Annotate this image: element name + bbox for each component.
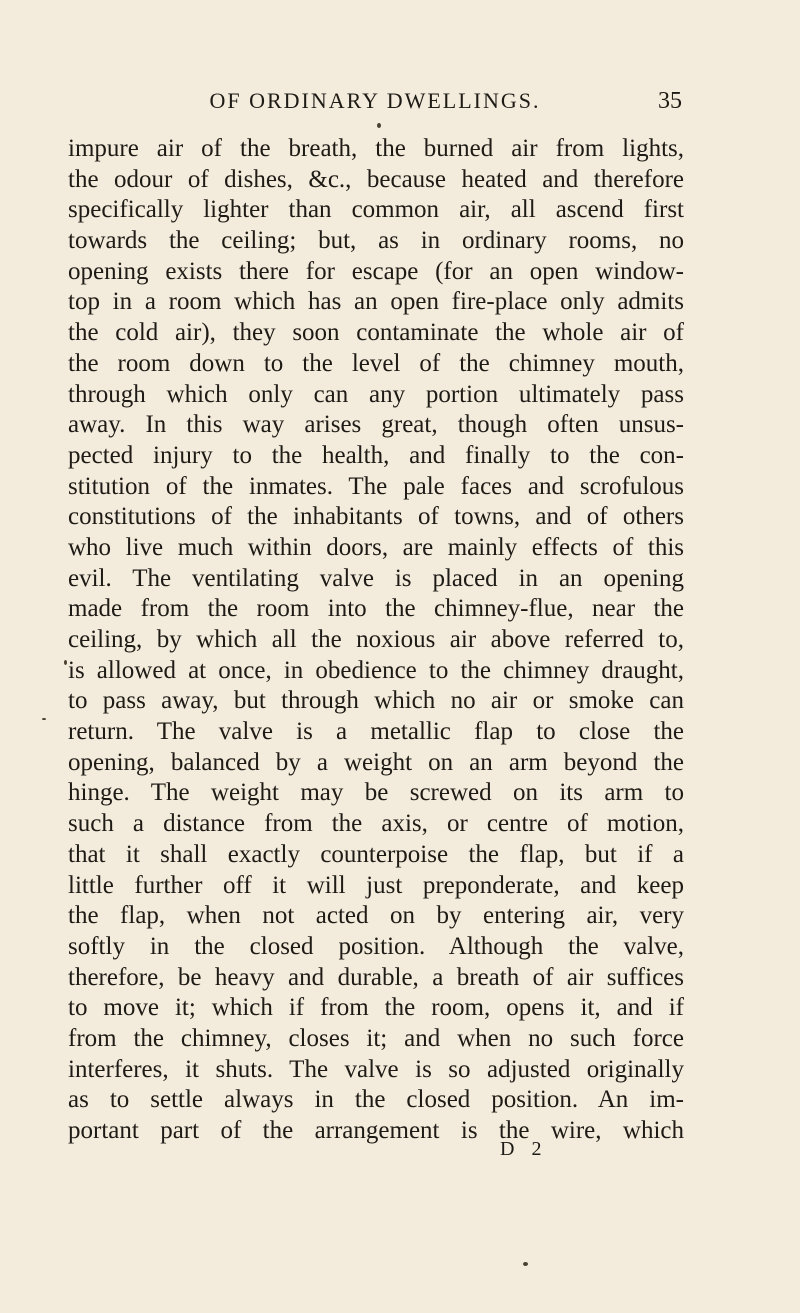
text-line: towards the ceiling; but, as in ordinary rooms, no (68, 227, 684, 255)
text-line: therefore, be heavy and durable, a breath of air suffices (68, 963, 684, 991)
text-line: to pass away, but through which no air or smoke can (68, 687, 684, 715)
text-line: the odour of dishes, &c., because heated and therefore (68, 165, 684, 193)
text-line: return. The valve is a metallic flap to close the (68, 718, 684, 746)
text-line: portant part of the arrangement is the wire, which (68, 1117, 684, 1144)
text-line: hinge. The weight may be screwed on its arm to (68, 779, 684, 807)
text-line: away. In this way arises great, though often unsus- (68, 411, 684, 439)
running-head (68, 88, 682, 120)
text-line: little further off it will just preponderate, and keep (68, 871, 684, 899)
page-number: 35 (658, 88, 682, 114)
paper-speck (377, 123, 381, 128)
text-line: such a distance from the axis, or centre of motion, (68, 810, 684, 838)
text-line: interferes, it shuts. The valve is so adjusted originally (68, 1055, 684, 1083)
text-line: stitution of the inmates. The pale faces and scrofulous (68, 472, 684, 500)
text-line: evil. The ventilating valve is placed in an opening (68, 564, 684, 592)
text-line: pected injury to the health, and finally to the con- (68, 441, 684, 469)
running-title: OF ORDINARY DWELLINGS. (209, 88, 541, 113)
paper-speck (523, 1262, 528, 1266)
text-line: opening exists there for escape (for an open window- (68, 257, 684, 285)
text-line: constitutions of the inhabitants of towns, and of others (68, 503, 684, 531)
text-line: impure air of the breath, the burned air from lights, (68, 135, 684, 162)
text-line: that it shall exactly counterpoise the flap, but if a (68, 840, 684, 868)
text-line: who live much within doors, are mainly effects of this (68, 533, 684, 561)
body-text (68, 134, 684, 1147)
text-line: to move it; which if from the room, opens it, and if (68, 994, 684, 1022)
signature-mark: D 2 (500, 1138, 548, 1160)
paper-speck (42, 718, 46, 720)
text-line: top in a room which has an open fire-place only admits (68, 288, 684, 316)
text-line: through which only can any portion ultimately pass (68, 380, 684, 408)
text-line: the cold air), they soon contaminate the whole air of (68, 319, 684, 347)
text-line: the room down to the level of the chimney mouth, (68, 349, 684, 377)
text-line: opening, balanced by a weight on an arm beyond the (68, 748, 684, 776)
text-line: ceiling, by which all the noxious air above referred to, (68, 626, 684, 653)
text-line: specifically lighter than common air, all ascend first (68, 196, 684, 224)
text-line: made from the room into the chimney-flue, near the (68, 595, 684, 623)
paper-speck (64, 660, 67, 665)
text-line: the flap, when not acted on by entering air, very (68, 902, 684, 930)
text-line: softly in the closed position. Although the valve, (68, 932, 684, 960)
text-line: as to settle always in the closed position. An im- (68, 1086, 684, 1114)
text-line: from the chimney, closes it; and when no such force (68, 1024, 684, 1052)
text-line: is allowed at once, in obedience to the chimney draught, (68, 656, 684, 684)
